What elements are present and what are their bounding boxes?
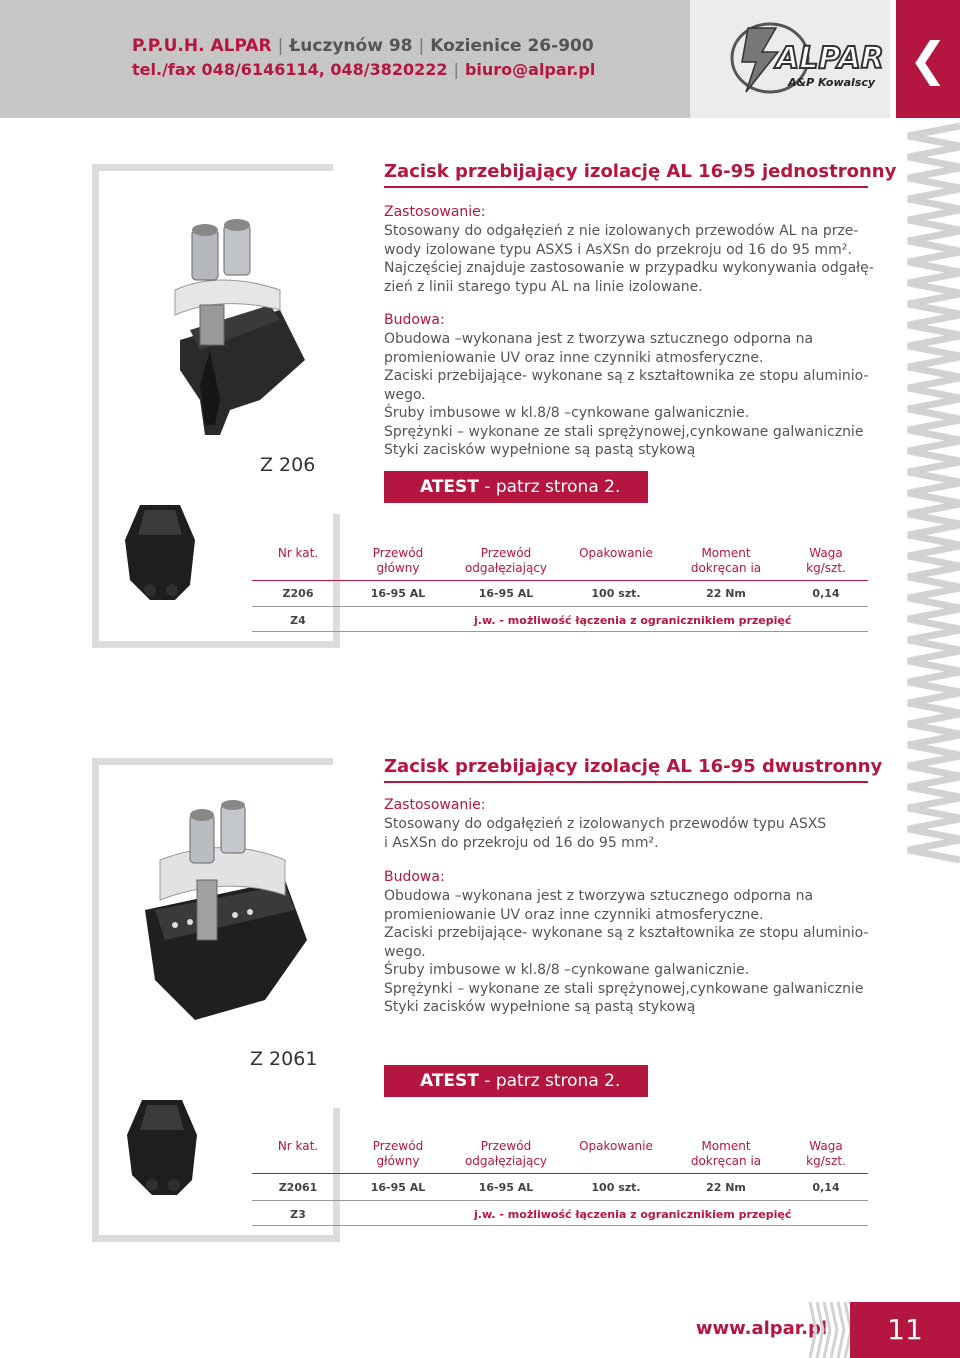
table-header-branch: Przewód odgałęziający [464,1139,548,1168]
zigzag-chevron [908,819,960,839]
zigzag-chevron [908,630,960,650]
table-header-pack: Opakowanie [579,546,653,560]
product-title: Zacisk przebijający izolację AL 16-95 dwustronny [384,756,883,777]
zigzag-chevron [908,357,960,377]
construction-text: Obudowa –wykonana jest z tworzywa sztucznego odporna na promieniowanie UV oraz inne czynniki atmosferyczne. Zaciski przebijające- wykonane są z kształtownika ze stopu aluminio- wego. Śruby imbusowe w kl.8/8 –cynkowane galwanicznie. Sprężynki – wykonane ze stali sprężynowej,cynkowane galwanicznie Styki zacisków wypełnione są pastą stykową [384,888,869,1015]
zigzag-chevron [908,735,960,755]
table-cell: 22 Nm [706,587,746,600]
table-cell: 16-95 AL [370,587,426,600]
contact-line: tel./fax 048/6146114, 048/3820222 | biuro@alpar.pl [132,60,596,79]
application-heading: Zastosowanie: [384,204,486,220]
corner-chevron [810,1302,816,1358]
chevron-left-icon: ❮ [908,32,948,86]
zigzag-chevron [908,798,960,818]
corner-chevron [824,1302,830,1358]
cap-code: Z3 [290,1208,306,1221]
zigzag-chevron [908,252,960,272]
zigzag-chevron [908,294,960,314]
table-header-weight: Waga kg/szt. [806,1139,846,1168]
product-photo-cap-z3 [112,1095,212,1203]
zigzag-chevron [908,378,960,398]
construction-heading: Budowa: [384,869,445,885]
corner-chevron [817,1302,823,1358]
zigzag-chevron [908,609,960,629]
table-cell: 22 Nm [706,1181,746,1194]
logo-subtitle: A&P Kowalscy [788,76,876,89]
zigzag-chevron [908,462,960,482]
zigzag-chevron [908,693,960,713]
product-photo-clamp-single [120,210,310,440]
table-header-cat: Nr kat. [277,1139,319,1153]
table-header-main: Przewód główny [372,1139,424,1168]
application-text: Stosowany do odgałęzień z izolowanych przewodów typu ASXS i AsXSn do przekroju od 16 do 95 mm². [384,816,827,851]
zigzag-chevron [908,672,960,692]
zigzag-chevron [908,420,960,440]
cap-note: j.w. - możliwość łączenia z ogranicznikiem przepięć [474,1208,792,1221]
zigzag-chevron [908,567,960,587]
table-header-weight: Waga kg/szt. [806,546,846,575]
atest-link[interactable]: ATEST - patrz strona 2. [384,471,648,503]
product-code: Z 206 [260,454,316,476]
logo-text: ALPAR [776,41,884,76]
zigzag-chevron [908,441,960,461]
company-city: Kozienice 26-900 [430,36,594,56]
table-cell: 0,14 [812,587,840,600]
table-cell: Z2061 [278,1181,318,1194]
title-underline [384,186,868,188]
table-cell: 16-95 AL [370,1181,426,1194]
zigzag-chevron [908,588,960,608]
zigzag-chevron [908,126,960,146]
zigzag-chevron [908,147,960,167]
table-cell: 0,14 [812,1181,840,1194]
zigzag-chevron [908,231,960,251]
page-corner-decoration [806,1302,850,1358]
application-heading: Zastosowanie: [384,797,486,813]
zigzag-chevron [908,525,960,545]
zigzag-chevron [908,546,960,566]
table-header-main: Przewód główny [372,546,424,575]
zigzag-chevron [908,777,960,797]
zigzag-chevron [908,756,960,776]
alpar-logo [718,18,884,100]
product-photo-cap-z4 [110,500,210,608]
construction-heading: Budowa: [384,312,445,328]
product-photo-clamp-double [135,800,310,1025]
table-cell: 100 szt. [591,587,641,600]
corner-chevron [838,1302,844,1358]
product-code: Z 2061 [250,1048,318,1070]
atest-link[interactable]: ATEST - patrz strona 2. [384,1065,648,1097]
zigzag-chevron [908,651,960,671]
table-cell: 16-95 AL [478,587,534,600]
table-cell: 100 szt. [591,1181,641,1194]
contact-email[interactable]: biuro@alpar.pl [464,60,596,79]
zigzag-chevron [908,189,960,209]
zigzag-chevron [908,399,960,419]
table-cell: Z206 [282,587,314,600]
cap-note: j.w. - możliwość łączenia z ogranicznikiem przepięć [474,614,792,627]
table-cell: 16-95 AL [478,1181,534,1194]
nav-back-button[interactable] [896,0,960,118]
zigzag-chevron [908,168,960,188]
table-header-torque: Moment dokręcan ia [690,1139,762,1168]
zigzag-chevron [908,315,960,335]
company-line: P.P.U.H. ALPAR | Łuczynów 98 | Kozienice 26-900 [132,36,594,56]
table-header-pack: Opakowanie [579,1139,653,1153]
zigzag-chevron [908,273,960,293]
table-header-torque: Moment dokręcan ia [690,546,762,575]
zigzag-chevron [908,504,960,524]
zigzag-chevron [908,840,960,860]
application-text: Stosowany do odgałęzień z nie izolowanych przewodów AL na prze- wody izolowane typu ASXS i AsXSn do przekroju od 16 do 95 mm². Najczęściej znajduje zastosowanie w przypadku wykonywania odgałę- zień z linii starego typu AL na linie izolowane. [384,223,874,295]
company-address: Łuczynów 98 [289,36,413,56]
corner-chevron [831,1302,837,1358]
contact-phone: tel./fax 048/6146114, 048/3820222 [132,60,448,79]
zigzag-chevron [908,336,960,356]
company-name: P.P.U.H. ALPAR [132,36,272,56]
table-header-cat: Nr kat. [277,546,319,560]
zigzag-chevron [908,210,960,230]
zigzag-chevron [908,714,960,734]
product-title: Zacisk przebijający izolację AL 16-95 jednostronny [384,161,897,182]
header-bar [0,0,690,118]
cap-code: Z4 [290,614,306,627]
table-header-branch: Przewód odgałęziający [464,546,548,575]
website-link[interactable]: www.alpar.pl [695,1318,827,1339]
title-underline [384,781,868,783]
zigzag-chevron [908,483,960,503]
construction-text: Obudowa –wykonana jest z tworzywa sztucznego odporna na promieniowanie UV oraz inne czynniki atmosferyczne. Zaciski przebijające- wykonane są z kształtownika ze stopu aluminio- wego. Śruby imbusowe w kl.8/8 –cynkowane galwanicznie. Sprężynki – wykonane ze stali sprężynowej,cynkowane galwanicznie Styki zacisków wypełnione są pastą stykową [384,331,869,458]
page-number: 11 [887,1313,923,1346]
zigzag-decoration [900,122,960,862]
